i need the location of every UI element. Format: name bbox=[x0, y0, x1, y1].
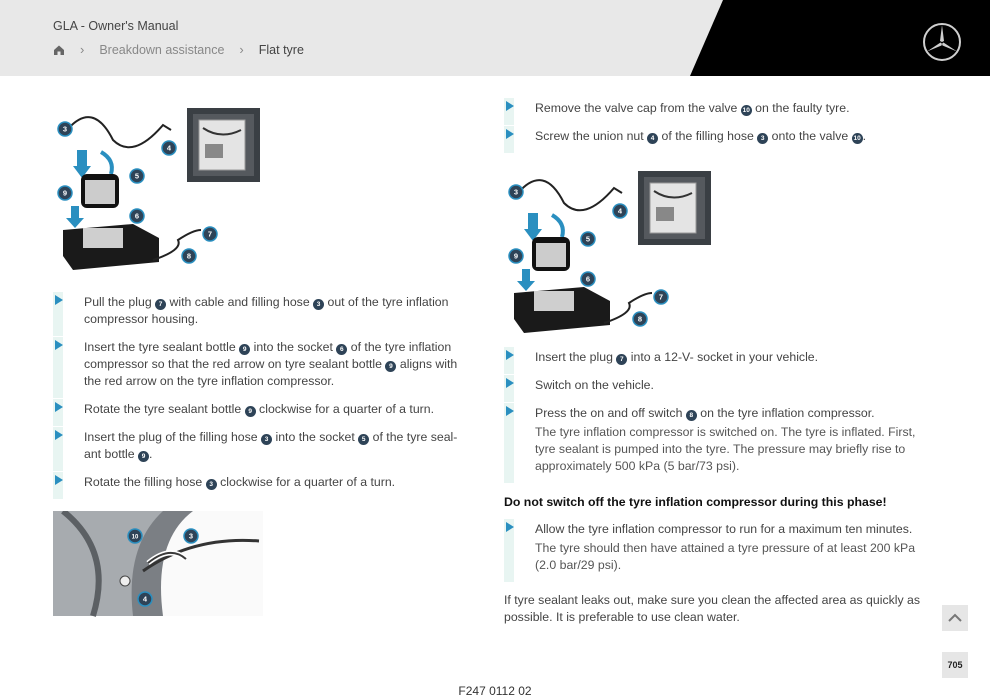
instruction-step bbox=[504, 349, 924, 366]
instruction-step bbox=[504, 128, 924, 145]
callout-number: 3 bbox=[206, 479, 217, 490]
figure-callout-label: 10 bbox=[131, 534, 139, 541]
callout-number: 9 bbox=[385, 361, 396, 372]
chevron-up-icon bbox=[942, 605, 968, 631]
compressor-kit-illustration-2 bbox=[504, 163, 714, 338]
figure-code: F247 0112 02 bbox=[458, 684, 532, 698]
mercedes-star-icon[interactable] bbox=[922, 22, 962, 62]
figure-callout bbox=[581, 232, 595, 246]
instruction-step bbox=[53, 294, 473, 328]
figure-callout bbox=[182, 249, 196, 263]
step-text: Allow the tyre inflation compressor to run for a maximum ten minutes. bbox=[535, 522, 913, 536]
bullet-arrow-icon bbox=[55, 295, 63, 305]
callout-number: 9 bbox=[138, 451, 149, 462]
figure-callout bbox=[130, 169, 144, 183]
bullet-arrow-icon bbox=[506, 522, 514, 532]
figure-callout bbox=[138, 592, 152, 606]
valve-connection-illustration bbox=[53, 511, 263, 621]
callout-number: 7 bbox=[155, 299, 166, 310]
chevron-right-icon: › bbox=[80, 42, 85, 57]
figure-callout-label: 8 bbox=[637, 314, 643, 324]
instruction-step bbox=[504, 100, 924, 117]
step-text: Rotate the tyre sealant bottle 9 clockwise for a quarter of a turn. bbox=[84, 402, 435, 416]
instruction-step bbox=[53, 429, 473, 463]
bullet-arrow-icon bbox=[506, 350, 514, 360]
figure-callout bbox=[128, 529, 142, 543]
figure-callout bbox=[654, 290, 668, 304]
figure-callout-label: 3 bbox=[62, 124, 68, 134]
right-step-list-bottom bbox=[504, 521, 924, 574]
instruction-step bbox=[53, 401, 473, 418]
step-text: Screw the union nut 4 of the filling hose 3 onto the valve 10 . bbox=[535, 129, 867, 143]
figure-callout-label: 7 bbox=[207, 229, 213, 239]
breadcrumb-link-breakdown[interactable]: Breakdown assistance bbox=[99, 42, 225, 57]
callout-number: 3 bbox=[313, 299, 324, 310]
callout-number: 7 bbox=[616, 354, 627, 365]
callout-number: 5 bbox=[358, 434, 369, 445]
figure-callout bbox=[613, 204, 627, 218]
instruction-step bbox=[504, 405, 924, 475]
instruction-step bbox=[504, 521, 924, 574]
figure-callout-label: 7 bbox=[658, 292, 664, 302]
callout-number: 8 bbox=[686, 410, 697, 421]
note-paragraph: If tyre sealant leaks out, make sure you clean the affected area as quickly as possible. It is preferable to use clean water. bbox=[504, 593, 921, 624]
callout-number: 9 bbox=[245, 406, 256, 417]
bullet-arrow-icon bbox=[506, 406, 514, 416]
figure-callout bbox=[509, 249, 523, 263]
figure-callout-label: 4 bbox=[166, 143, 172, 153]
figure-callout-label: 6 bbox=[134, 211, 140, 221]
step-result-text: The tyre should then have attained a tyre pressure of at least 200 kPa (2.0 bar/29 psi). bbox=[535, 541, 916, 572]
figure-callout-label: 8 bbox=[186, 251, 192, 261]
left-step-list bbox=[53, 294, 473, 491]
bullet-arrow-icon bbox=[506, 101, 514, 111]
figure-callout bbox=[130, 209, 144, 223]
figure-callout bbox=[509, 185, 523, 199]
step-text: Remove the valve cap from the valve 10 on the faulty tyre. bbox=[535, 101, 850, 115]
figure-callout bbox=[633, 312, 647, 326]
figure-callout bbox=[162, 141, 176, 155]
callout-number: 10 bbox=[742, 107, 750, 114]
breadcrumb bbox=[53, 42, 304, 57]
figure-callout bbox=[203, 227, 217, 241]
step-result-text: The tyre inflation compressor is switched on. The tyre is inflated. First, tyre sealant is pumped into the tyre. The pressure may briefly rise to approximately 500 kPa (5 bar/73 psi). bbox=[535, 425, 916, 473]
callout-number: 3 bbox=[261, 434, 272, 445]
figure-callout bbox=[58, 122, 72, 136]
figure-callout-label: 4 bbox=[617, 206, 623, 216]
step-text: Press the on and off switch 8 on the tyre inflation compressor. bbox=[535, 406, 875, 420]
step-text: Insert the plug of the filling hose 3 into the socket 5 of the tyre seal-ant bottle 9 . bbox=[84, 430, 458, 461]
bullet-arrow-icon bbox=[55, 340, 63, 350]
bullet-arrow-icon bbox=[55, 475, 63, 485]
figure-callout-label: 9 bbox=[62, 188, 68, 198]
callout-number: 3 bbox=[757, 133, 768, 144]
callout-number: 4 bbox=[647, 133, 658, 144]
page-number-badge[interactable]: 705 bbox=[942, 652, 968, 678]
step-text: Insert the plug 7 into a 12-V- socket in your vehicle. bbox=[535, 350, 819, 364]
figure-callout bbox=[184, 529, 198, 543]
figure-callout-label: 4 bbox=[142, 594, 148, 604]
figure-callout bbox=[58, 186, 72, 200]
home-icon[interactable] bbox=[53, 44, 65, 56]
step-text: Switch on the vehicle. bbox=[535, 378, 654, 392]
warning-text: Do not switch off the tyre inflation compressor during this phase! bbox=[504, 495, 887, 509]
step-text: Insert the tyre sealant bottle 9 into the socket 6 of the tyre inflation compressor so that the red arrow on tyre sealant bottle 9 aligns with the red arrow on the tyre inflation compressor. bbox=[84, 340, 458, 388]
instruction-step bbox=[53, 339, 473, 390]
callout-number: 9 bbox=[239, 344, 250, 355]
callout-number: 10 bbox=[853, 135, 861, 142]
callout-number: 6 bbox=[336, 344, 347, 355]
figure-callout-label: 9 bbox=[513, 251, 519, 261]
breadcrumb-current: Flat tyre bbox=[258, 42, 304, 57]
scroll-to-top-button[interactable] bbox=[942, 605, 968, 631]
bullet-arrow-icon bbox=[55, 430, 63, 440]
left-column bbox=[53, 100, 473, 626]
figure-callout-label: 5 bbox=[134, 171, 140, 181]
bullet-arrow-icon bbox=[506, 378, 514, 388]
bullet-arrow-icon bbox=[506, 129, 514, 139]
instruction-step bbox=[504, 377, 924, 394]
chevron-right-icon: › bbox=[239, 42, 244, 57]
figure-callout-label: 3 bbox=[188, 531, 194, 541]
figure-callout-label: 3 bbox=[513, 187, 519, 197]
step-text: Rotate the filling hose 3 clockwise for a quarter of a turn. bbox=[84, 475, 396, 489]
figure-callout-label: 5 bbox=[585, 234, 591, 244]
compressor-kit-illustration bbox=[53, 100, 263, 275]
figure-callout bbox=[581, 272, 595, 286]
right-step-list-top bbox=[504, 100, 924, 145]
instruction-step bbox=[53, 474, 473, 491]
right-column bbox=[504, 100, 924, 626]
bullet-arrow-icon bbox=[55, 402, 63, 412]
app-title: GLA - Owner's Manual bbox=[53, 19, 179, 33]
step-text: Pull the plug 7 with cable and filling hose 3 out of the tyre inflation compressor housing. bbox=[84, 295, 449, 326]
figure-callout-label: 6 bbox=[585, 274, 591, 284]
right-step-list-mid bbox=[504, 349, 924, 475]
